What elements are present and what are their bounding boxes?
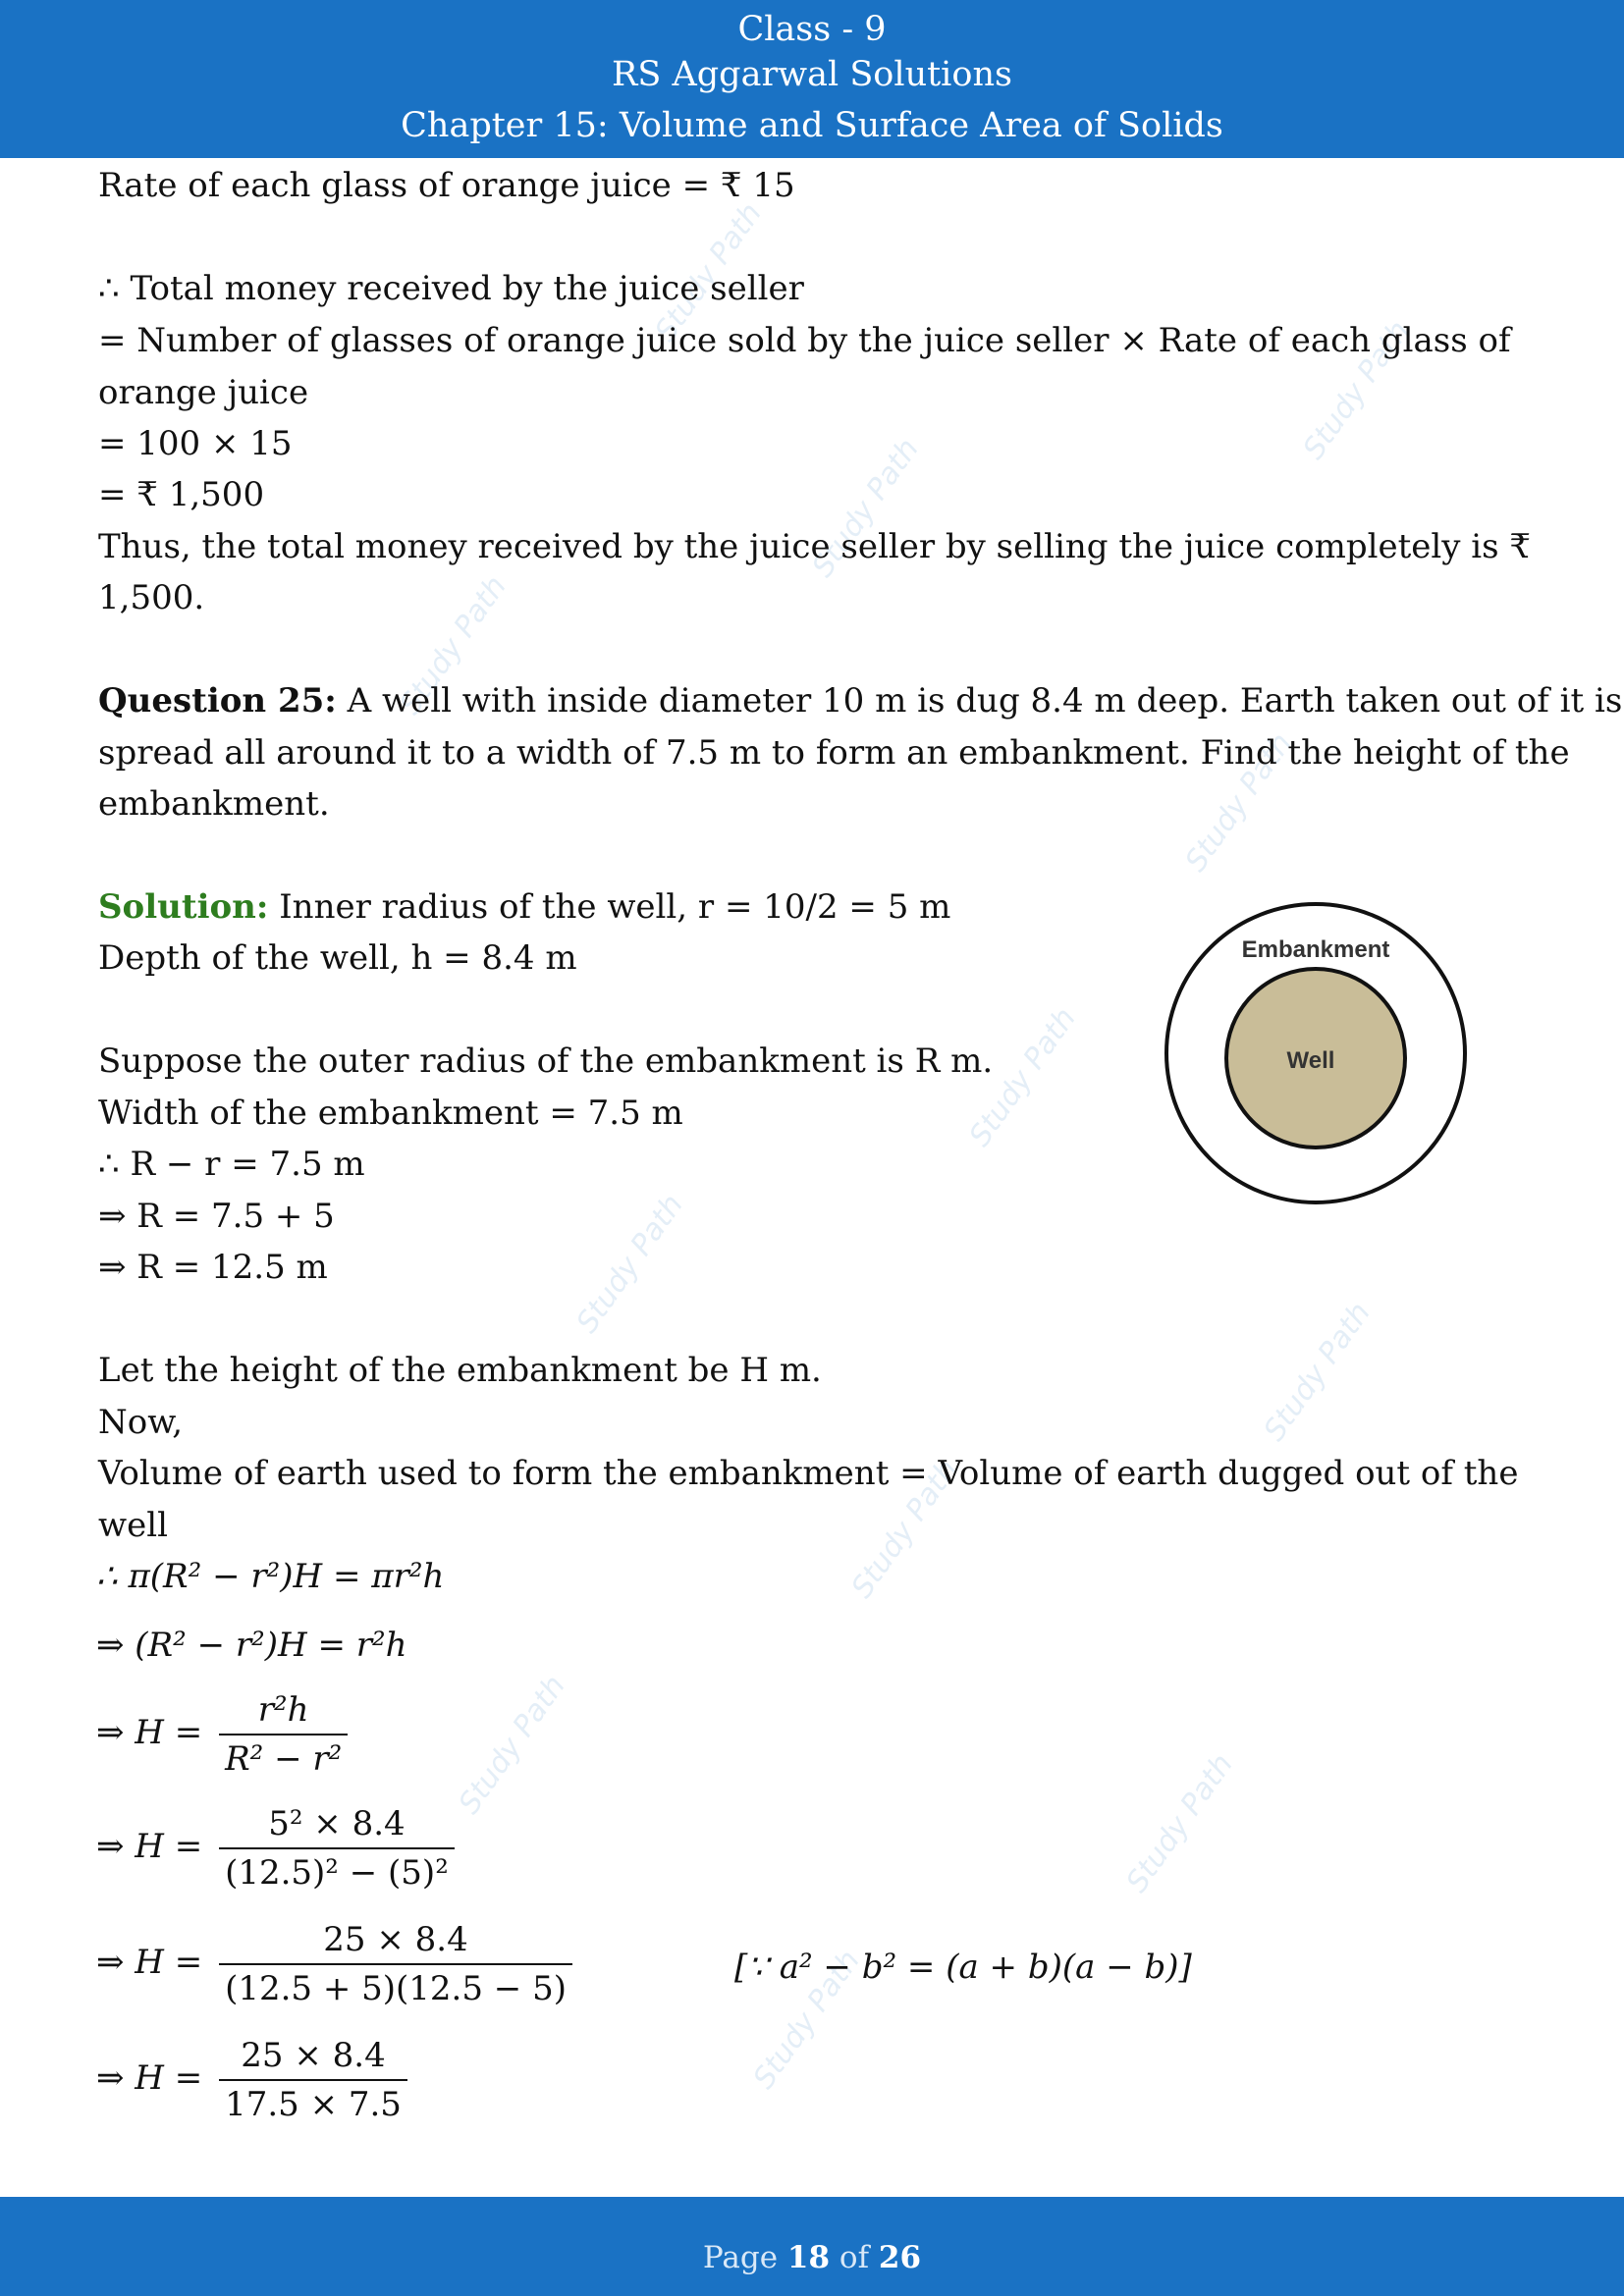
identity-note: [∵ a² − b² = (a + b)(a − b)] bbox=[734, 1948, 1192, 1987]
fraction-numerator: 5² × 8.4 bbox=[219, 1804, 455, 1849]
fraction bbox=[219, 2036, 407, 2124]
text-line: ⇒ R = 7.5 + 5 bbox=[98, 1197, 335, 1236]
page-total: 26 bbox=[878, 2240, 922, 2275]
page-prefix: Page bbox=[702, 2240, 787, 2275]
equation-lhs: ⇒ H = bbox=[96, 1827, 203, 1866]
text-line: 1,500. bbox=[98, 578, 205, 617]
watermark-text: Study Path bbox=[844, 1453, 965, 1605]
solution-text: Inner radius of the well, r = 10/2 = 5 m bbox=[268, 887, 951, 927]
header-chapter: Chapter 15: Volume and Surface Area of Solids bbox=[401, 106, 1223, 145]
watermark-text: Study Path bbox=[746, 1944, 867, 2096]
watermark-text: Study Path bbox=[1119, 1747, 1240, 1899]
fraction-numerator: r²h bbox=[219, 1690, 348, 1735]
fraction-denominator: R² − r² bbox=[225, 1739, 343, 1779]
header-class: Class - 9 bbox=[737, 10, 887, 49]
equation-fraction bbox=[96, 1804, 455, 1893]
equation-lhs: ⇒ H = bbox=[96, 1943, 203, 1982]
watermark-text: Study Path bbox=[1257, 1296, 1378, 1448]
equation-fraction bbox=[96, 2036, 407, 2124]
fraction-numerator: 25 × 8.4 bbox=[219, 1920, 572, 1965]
well-label: Well bbox=[1286, 1047, 1335, 1074]
embankment-label: Embankment bbox=[1241, 936, 1390, 963]
text-line: = 100 × 15 bbox=[98, 424, 293, 463]
fraction-denominator: (12.5 + 5)(12.5 − 5) bbox=[225, 1969, 567, 2008]
page-footer bbox=[0, 2197, 1624, 2296]
question-line: embankment. bbox=[98, 784, 330, 824]
page-current: 18 bbox=[786, 2240, 831, 2275]
equation-line: ⇒ (R² − r²)H = r²h bbox=[96, 1626, 407, 1665]
fraction-denominator: 17.5 × 7.5 bbox=[225, 2085, 402, 2124]
equation-lhs: ⇒ H = bbox=[96, 2058, 203, 2098]
page-number bbox=[0, 2240, 1624, 2275]
text-line: ⇒ R = 12.5 m bbox=[98, 1248, 328, 1287]
watermark-text: Study Path bbox=[393, 569, 514, 721]
watermark-text: Study Path bbox=[648, 196, 769, 348]
fraction-denominator: (12.5)² − (5)² bbox=[225, 1853, 449, 1893]
text-line: Suppose the outer radius of the embankment is R m. bbox=[98, 1041, 994, 1081]
question-text: A well with inside diameter 10 m is dug 8.4 m deep. Earth taken out of it is bbox=[336, 681, 1623, 721]
text-line: Depth of the well, h = 8.4 m bbox=[98, 938, 577, 978]
well-embankment-figure bbox=[1159, 901, 1473, 1205]
text-line: ∴ Total money received by the juice seller bbox=[98, 269, 804, 308]
equation-line: ∴ π(R² − r²)H = πr²h bbox=[96, 1557, 445, 1596]
equation-fraction bbox=[96, 1690, 348, 1779]
watermark-text: Study Path bbox=[452, 1669, 572, 1821]
question-line bbox=[98, 681, 1622, 721]
text-line: Thus, the total money received by the juice seller by selling the juice completely is ₹ bbox=[98, 527, 1532, 566]
text-line: Now, bbox=[98, 1403, 184, 1442]
text-line: well bbox=[98, 1506, 168, 1545]
watermark-text: Study Path bbox=[962, 1001, 1083, 1153]
page-mid: of bbox=[830, 2240, 879, 2275]
watermark-text: Study Path bbox=[805, 432, 926, 584]
text-line: Volume of earth used to form the embankment = Volume of earth dugged out of the bbox=[98, 1454, 1519, 1493]
text-line: orange juice bbox=[98, 373, 309, 412]
text-line: = ₹ 1,500 bbox=[98, 475, 265, 514]
question-line: spread all around it to a width of 7.5 m to form an embankment. Find the height of the bbox=[98, 733, 1570, 773]
text-line: Rate of each glass of orange juice = ₹ 15 bbox=[98, 166, 795, 205]
equation-lhs: ⇒ H = bbox=[96, 1713, 203, 1752]
header-book: RS Aggarwal Solutions bbox=[612, 55, 1012, 94]
equation-fraction bbox=[96, 1920, 572, 2008]
fraction-numerator: 25 × 8.4 bbox=[219, 2036, 407, 2081]
text-line: ∴ R − r = 7.5 m bbox=[98, 1145, 365, 1184]
fraction bbox=[219, 1690, 348, 1779]
solution-label: Solution: bbox=[98, 887, 269, 927]
fraction bbox=[219, 1920, 572, 2008]
solution-line bbox=[98, 887, 950, 927]
page-header bbox=[0, 0, 1624, 158]
watermark-text: Study Path bbox=[569, 1188, 690, 1340]
fraction bbox=[219, 1804, 455, 1893]
text-line: Width of the embankment = 7.5 m bbox=[98, 1094, 683, 1133]
text-line: Let the height of the embankment be H m. bbox=[98, 1351, 822, 1390]
question-label: Question 25: bbox=[98, 681, 337, 721]
watermark-text: Study Path bbox=[1296, 314, 1417, 466]
watermark-text: Study Path bbox=[1178, 726, 1299, 879]
text-line: = Number of glasses of orange juice sold by the juice seller × Rate of each glass of bbox=[98, 321, 1511, 360]
